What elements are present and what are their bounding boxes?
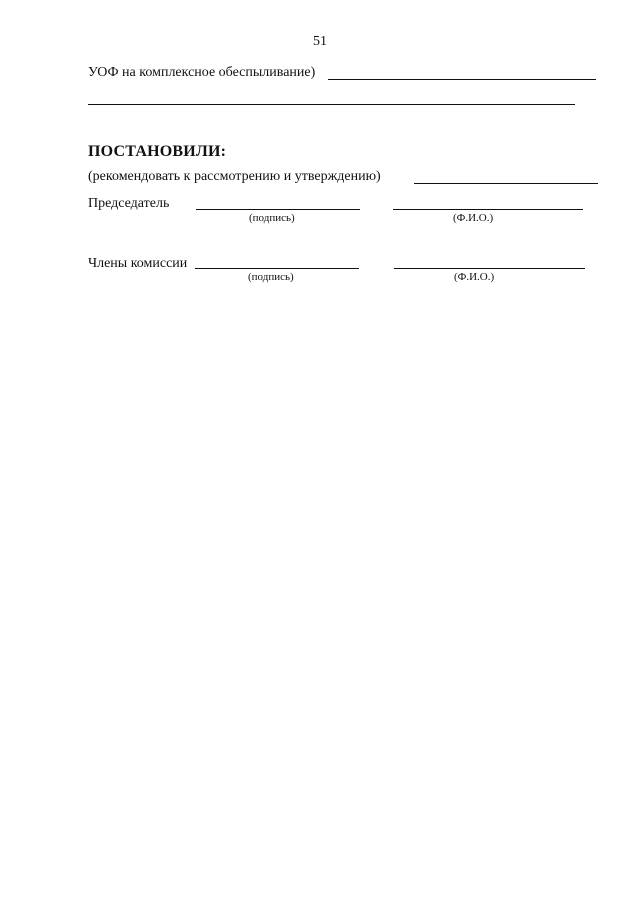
uof-dedusting-fill-line: [328, 79, 596, 80]
chairman-signature-line: [196, 209, 360, 210]
commission-members-label: Члены комиссии: [88, 256, 188, 271]
chairman-name-line: [393, 209, 583, 210]
members-signature-line: [195, 268, 359, 269]
page-number: 51: [313, 34, 327, 49]
members-signature-caption: (подпись): [248, 271, 294, 283]
chairman-signature-caption: (подпись): [249, 212, 295, 224]
chairman-name-caption: (Ф.И.О.): [453, 212, 494, 224]
members-name-line: [394, 268, 585, 269]
chairman-label: Председатель: [88, 196, 170, 211]
recommendation-fill-line: [414, 183, 598, 184]
resolved-heading: ПОСТАНОВИЛИ:: [88, 143, 227, 160]
uof-dedusting-text: УОФ на комплексное обеспыливание): [88, 65, 316, 80]
recommendation-text: (рекомендовать к рассмотрению и утверждению): [88, 169, 381, 184]
members-name-caption: (Ф.И.О.): [454, 271, 495, 283]
continuation-fill-line: [88, 104, 575, 105]
